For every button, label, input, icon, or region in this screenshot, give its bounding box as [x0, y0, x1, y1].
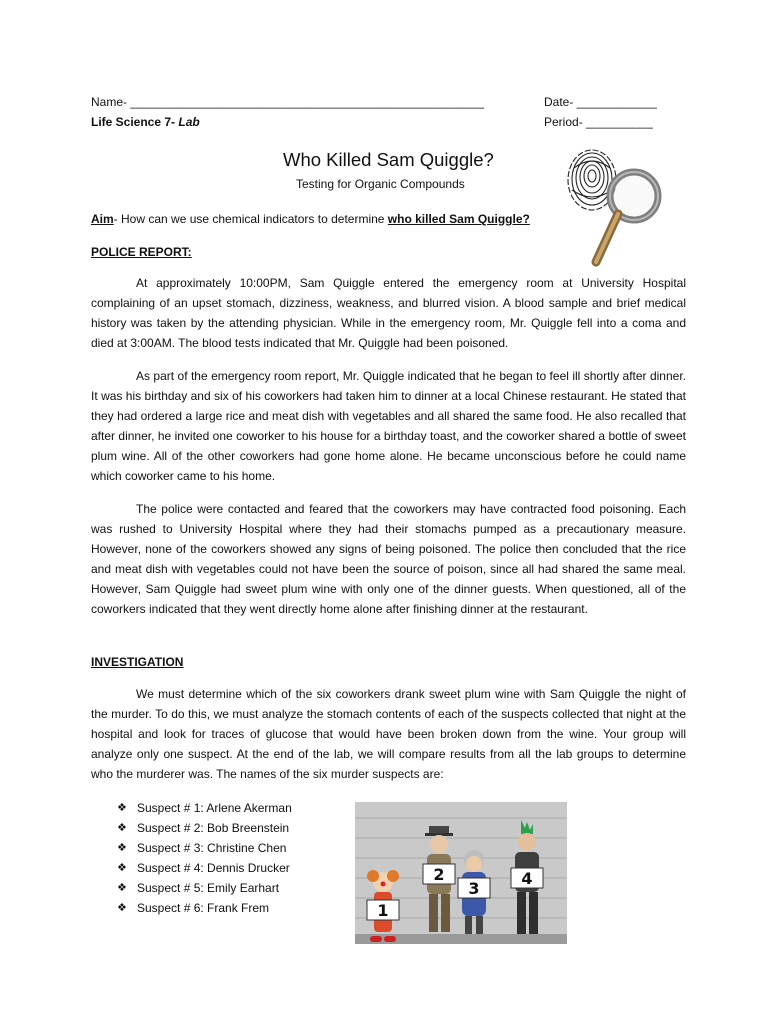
period-line: [544, 115, 653, 129]
police-report-paragraph-1: At approximately 10:00PM, Sam Quiggle entered the emergency room at University Hospital complaining of an upset stomach, dizziness, weakness, and blurred vision. A blood sample and brief medical history was taken by the attending physician. While in the emergency room, Mr. Quiggle fell into a coma and died at 3:00AM. The blood tests indicated that Mr. Quiggle had been poisoned.: [91, 276, 686, 350]
list-item: ❖ Suspect # 2: Bob Breenstein: [117, 818, 292, 838]
list-item: ❖ Suspect # 1: Arlene Akerman: [117, 798, 292, 818]
page-title: Who Killed Sam Quiggle?: [283, 149, 494, 170]
magnifier-icon: [596, 172, 658, 262]
police-report-paragraph-3: The police were contacted and feared that the coworkers may have contracted food poisoning. Each was rushed to University Hospital where they had their stomachs pumped as a precautionary measure. However, none of the coworkers showed any signs of being poisoned. The police then concluded that the rice and meat dish with vegetables could not have been the source of poison, since all had shared the same meal. However, Sam Quiggle had sweet plum wine with only one of the dinner guests. When questioned, all of the coworkers indicated that they went directly home alone after finishing dinner at the restaurant.: [91, 502, 686, 616]
diamond-bullet-icon: ❖: [117, 882, 127, 894]
lineup-number-3: 3: [468, 879, 480, 898]
lineup-card-1: [367, 900, 399, 920]
course-type: Lab: [178, 115, 200, 129]
aim-label: Aim: [91, 212, 114, 226]
lineup-number-2: 2: [433, 865, 445, 884]
diamond-bullet-icon: ❖: [117, 902, 127, 914]
list-item: ❖ Suspect # 3: Christine Chen: [117, 838, 292, 858]
police-lineup-illustration: [355, 802, 567, 944]
diamond-bullet-icon: ❖: [117, 802, 127, 814]
course-label: Life Science 7-: [91, 115, 179, 129]
period-label: Period-: [544, 115, 587, 129]
aim-emphasis: who killed Sam Quiggle?: [387, 212, 530, 226]
date-blank: ____________: [576, 95, 657, 109]
fingerprint-magnifier-icon: [560, 138, 672, 293]
period-blank: __________: [586, 115, 653, 129]
aim-text: - How can we use chemical indicators to determine: [113, 212, 388, 226]
course-line: [91, 115, 200, 129]
diamond-bullet-icon: ❖: [117, 822, 127, 834]
date-label: Date-: [544, 95, 577, 109]
lineup-number-1: 1: [377, 901, 389, 920]
suspect-list: [117, 798, 292, 918]
name-line: [91, 95, 484, 109]
page-subtitle: Testing for Organic Compounds: [296, 177, 465, 191]
name-blank: _____________________________________________________: [130, 95, 485, 109]
police-report-heading: POLICE REPORT:: [91, 245, 192, 259]
diamond-bullet-icon: ❖: [117, 862, 127, 874]
list-item: ❖ Suspect # 5: Emily Earhart: [117, 878, 292, 898]
list-item: ❖ Suspect # 6: Frank Frem: [117, 898, 292, 918]
investigation-heading: INVESTIGATION: [91, 655, 184, 669]
list-item: ❖ Suspect # 4: Dennis Drucker: [117, 858, 292, 878]
lineup-card-4: [511, 868, 543, 888]
police-report-paragraph-2: As part of the emergency room report, Mr. Quiggle indicated that he began to feel ill shortly after dinner. It was his birthday and six of his coworkers had taken him to dinner at a local Chinese restaurant. He stated that they had ordered a large rice and meat dish with vegetables and all shared the same food. He also recalled that after dinner, he invited one coworker to his house for a birthday toast, and the coworker shared a bottle of sweet plum wine. All of the other coworkers had gone home alone. He became unconscious before he could name which coworker came to his home.: [91, 369, 686, 483]
lineup-card-3: [458, 878, 490, 898]
lineup-number-4: 4: [521, 869, 533, 888]
aim-line: [91, 212, 530, 226]
diamond-bullet-icon: ❖: [117, 842, 127, 854]
name-label: Name-: [91, 95, 131, 109]
investigation-paragraph: We must determine which of the six coworkers drank sweet plum wine with Sam Quiggle the night of the murder. To do this, we must analyze the stomach contents of each of the suspects collected that night at the hospital and look for traces of glucose that would have been broken down from the wine. Your group will analyze only one suspect. At the end of the lab, we will compare results from all the lab groups to determine who the murderer was. The names of the six murder suspects are:: [91, 687, 686, 781]
lineup-card-2: [423, 864, 455, 884]
date-line: [544, 95, 657, 109]
